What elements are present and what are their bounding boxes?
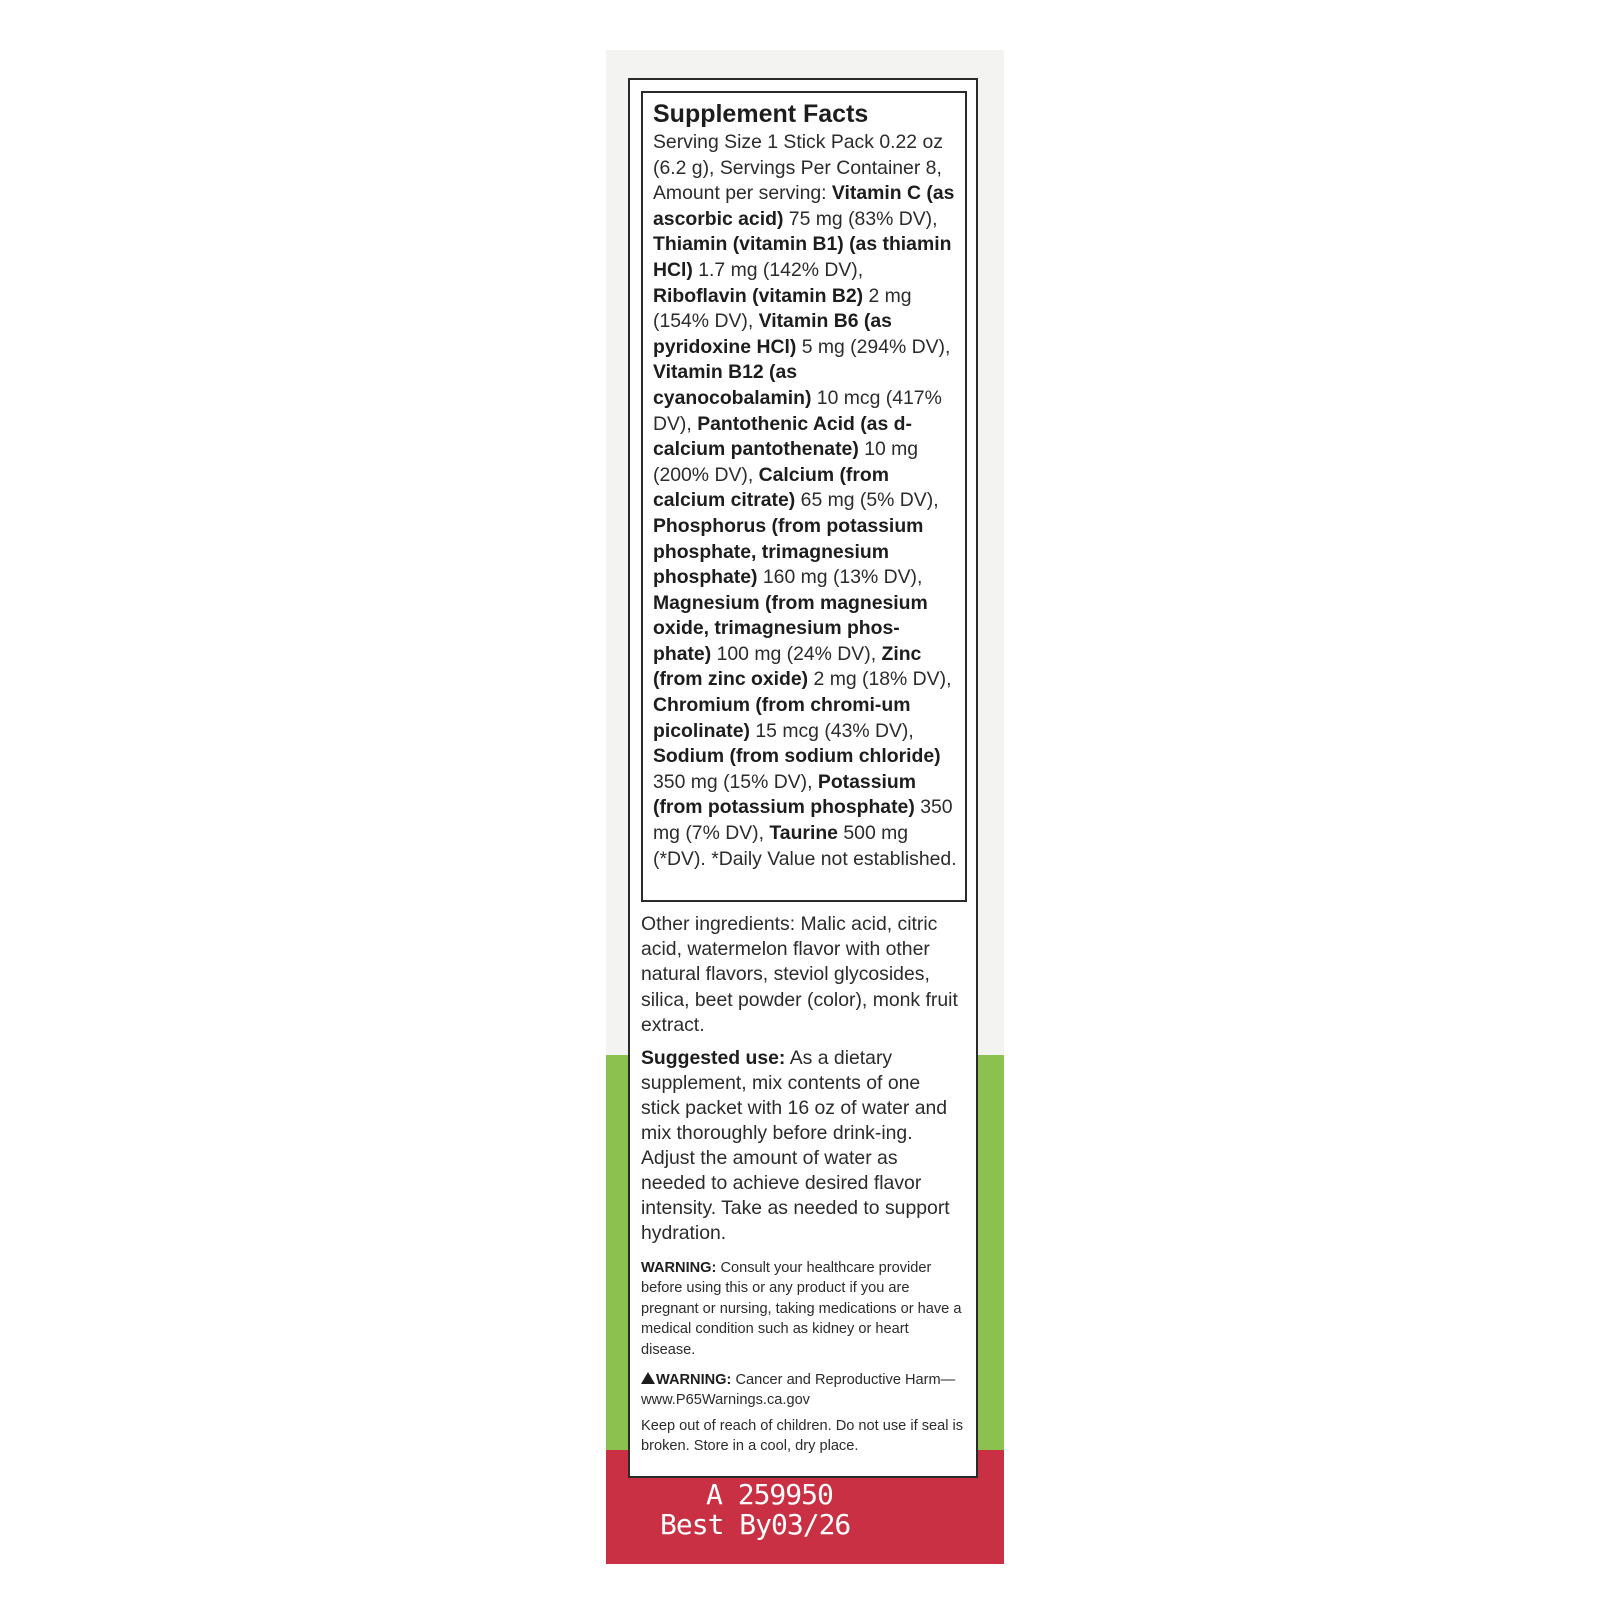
suggested-use-label: Suggested use: xyxy=(641,1047,786,1069)
nutrient-amount: 350 mg (7% DV), xyxy=(653,796,953,845)
nutrient-amount: 15 mcg (43% DV), xyxy=(755,719,914,742)
prop65-warning xyxy=(641,1370,967,1411)
warning-triangle-icon xyxy=(641,1372,655,1384)
nutrient-amount: 500 mg (*DV). xyxy=(653,822,909,870)
nutrient-name: Vitamin B12 (as cyanocobalamin) xyxy=(653,361,812,409)
nutrient-amount: 5 mg (294% DV), xyxy=(801,335,951,358)
nutrient-name: Zinc (from zinc oxide) xyxy=(653,642,922,691)
nutrient-amount: 2 mg (154% DV), xyxy=(653,284,912,333)
suggested-use-text: As a dietary supplement, mix contents of one stick packet with 16 oz of water and mix thoroughly before drink-ing. Adjust the amount of water as needed to achieve desired flavor intensity. Take as needed to support hydration. xyxy=(641,1047,950,1244)
package-side-panel xyxy=(606,50,1004,1564)
nutrient-name: Taurine xyxy=(769,822,838,845)
nutrient-amount: 10 mcg (417% DV), xyxy=(653,386,942,435)
supplement-facts-box xyxy=(641,91,967,902)
nutrient-name: Vitamin B6 (as pyridoxine HCl) xyxy=(653,310,892,358)
nutrient-name: Riboflavin (vitamin B2) xyxy=(653,284,864,307)
serving-info: Serving Size 1 Stick Pack 0.22 oz (6.2 g), Servings Per Container 8, Amount per serving: xyxy=(653,131,943,205)
nutrient-amount: 160 mg (13% DV), xyxy=(762,566,923,589)
nutrient-name: Vitamin C (as ascorbic acid) xyxy=(653,182,955,230)
nutrient-name: Potassium (from potassium phosphate) xyxy=(653,770,916,819)
best-by-date: Best By03/26 xyxy=(660,1508,851,1541)
lot-code: A 259950 xyxy=(706,1478,833,1511)
daily-value-footnote: *Daily Value not established. xyxy=(711,847,957,870)
nutrient-amount: 75 mg (83% DV), xyxy=(788,207,938,230)
health-warning-label: WARNING: xyxy=(641,1260,717,1276)
other-ingredients: Other ingredients: Malic acid, citric acid, watermelon flavor with other natural flavors, steviol glycosides, silica, beet powder (color), monk fruit extract. xyxy=(641,913,958,1036)
nutrient-name: Calcium (from calcium citrate) xyxy=(653,463,889,512)
supplement-facts-body xyxy=(653,130,957,872)
nutrient-name: Phosphorus (from potassium phosphate, trimagnesium phosphate) xyxy=(653,514,924,589)
nutrient-name: Chromium (from chromi-um picolinate) xyxy=(653,694,911,742)
nutrient-name: Sodium (from sodium chloride) xyxy=(653,745,941,768)
supplement-facts-title: Supplement Facts xyxy=(653,100,869,128)
prop65-warning-label: WARNING: xyxy=(656,1372,732,1388)
nutrient-amount: 10 mg (200% DV), xyxy=(653,438,919,486)
nutrient-amount: 65 mg (5% DV), xyxy=(800,489,939,512)
nutrient-amount: 350 mg (15% DV), xyxy=(653,770,813,793)
nutrient-amount: 2 mg (18% DV), xyxy=(813,668,952,691)
health-warning xyxy=(641,1258,967,1360)
nutrient-amount: 100 mg (24% DV), xyxy=(716,642,877,665)
nutrient-name: Pantothenic Acid (as d-calcium pantothenate) xyxy=(653,412,912,461)
prop65-warning-text: Cancer and Reproductive Harm— www.P65Warnings.ca.gov xyxy=(641,1372,956,1409)
nutrient-name: Magnesium (from magnesium oxide, trimagnesium phos-phate) xyxy=(653,591,928,665)
lot-stamp xyxy=(660,1478,851,1541)
health-warning-text: Consult your healthcare provider before using this or any product if you are pregnant or nursing, taking medications or have a medical condition such as kidney or heart disease. xyxy=(641,1260,962,1358)
nutrient-name: Thiamin (vitamin B1) (as thiamin HCl) xyxy=(653,233,952,281)
suggested-use xyxy=(641,1046,963,1246)
nutrient-amount: 1.7 mg (142% DV), xyxy=(698,258,864,281)
label-panel xyxy=(628,78,978,1478)
storage-instructions: Keep out of reach of children. Do not use if seal is broken. Store in a cool, dry place. xyxy=(641,1418,964,1455)
